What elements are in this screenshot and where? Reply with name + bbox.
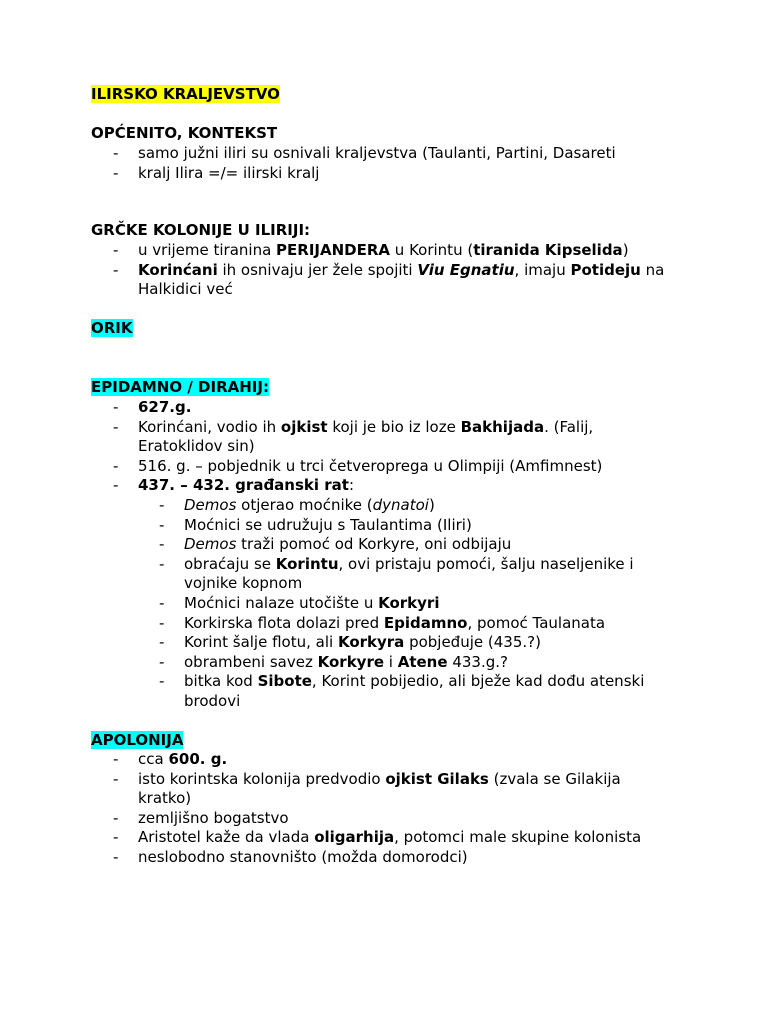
sub-list-item: - Moćnici nalaze utočište u Korkyri bbox=[159, 593, 440, 612]
list-item: - kralj Ilira =/= ilirski kralj bbox=[113, 163, 320, 182]
list-item: - zemljišno bogatstvo bbox=[113, 808, 289, 827]
list-item: - cca 600. g. bbox=[113, 750, 228, 768]
list-item: - 627.g. bbox=[113, 398, 192, 416]
list-item: - Korinćani ih osnivaju jer žele spojiti Viu Egnatiu, imaju Potideju na Halkidici već bbox=[113, 260, 665, 299]
list-item: - u vrijeme tiranina PERIJANDERA u Korintu (tiranida Kipselida) bbox=[113, 241, 629, 259]
list-item: - Aristotel kaže da vlada oligarhija, potomci male skupine kolonista bbox=[113, 828, 642, 847]
section-heading-orik: ORIK bbox=[91, 319, 133, 337]
sub-list-item: - bitka kod Sibote, Korint pobijedio, ali bježe kad dođu atenski brodovi bbox=[159, 672, 645, 710]
list-item: - 437. – 432. građanski rat: bbox=[113, 476, 354, 495]
list-item: - 516. g. – pobjednik u trci četveroprega u Olimpiji (Amfimnest) bbox=[113, 456, 603, 475]
general-list bbox=[0, 144, 768, 183]
sub-list-item: - Demos traži pomoć od Korkyre, oni odbijaju bbox=[159, 535, 512, 554]
section-heading-apolonija: APOLONIJA bbox=[91, 731, 184, 749]
list-item: - samo južni iliri su osnivali kraljevstva (Taulanti, Partini, Dasareti bbox=[113, 144, 616, 162]
sub-list-item: - Demos otjerao moćnike (dynatoi) bbox=[159, 495, 435, 514]
section-heading-greek-colonies: GRČKE KOLONIJE U ILIRIJI: bbox=[91, 221, 311, 239]
list-item: - neslobodno stanovništo (možda domorodci) bbox=[113, 847, 468, 866]
epidamno-list bbox=[0, 398, 768, 712]
list-item: - isto korintska kolonija predvodio ojkist Gilaks (zvala se Gilakija kratko) bbox=[113, 769, 621, 808]
apolonija-list bbox=[0, 750, 768, 868]
sub-list-item: - obraćaju se Korintu, ovi pristaju pomoći, šalju naseljenike i vojnike kopnom bbox=[159, 554, 634, 593]
title-heading: ILIRSKO KRALJEVSTVO bbox=[91, 85, 280, 103]
sub-list-item: - Moćnici se udružuju s Taulantima (Iliri) bbox=[159, 515, 472, 534]
section-heading-epidamno: EPIDAMNO / DIRAHIJ: bbox=[91, 378, 269, 396]
section-heading-general: OPĆENITO, KONTEKST bbox=[91, 124, 278, 142]
list-item: - Korinćani, vodio ih ojkist koji je bio iz loze Bakhijada. (Falij, Eratoklidov sin) bbox=[113, 417, 594, 456]
sub-list-item: - Korkirska flota dolazi pred Epidamno, pomoć Taulanata bbox=[159, 613, 606, 632]
sub-list-item: - Korint šalje flotu, ali Korkyra pobjeđuje (435.?) bbox=[159, 633, 541, 652]
sub-list-item: - obrambeni savez Korkyre i Atene 433.g.? bbox=[159, 652, 508, 671]
colonies-list bbox=[0, 241, 768, 300]
